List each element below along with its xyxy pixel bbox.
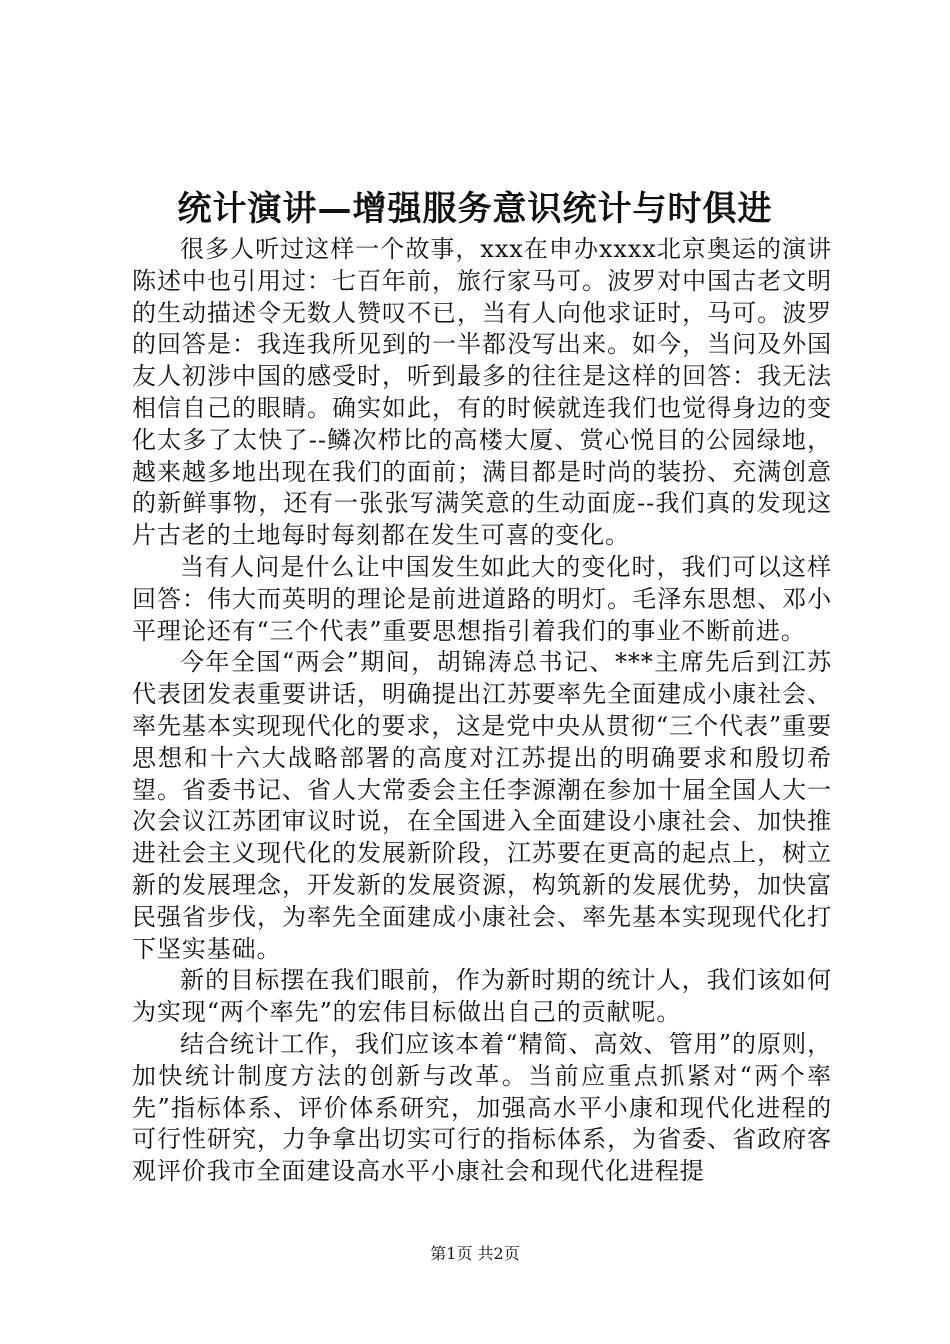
paragraph-3: 今年全国“两会”期间，胡锦涛总书记、***主席先后到江苏代表团发表重要讲话，明确提出江苏要率先全面建成小康社会、率先基本实现现代化的要求，这是党中央从贯彻“三个代表”重要思想和十六大战略部署的高度对江苏提出的明确要求和殷切希望。省委书记、省人大常委会主任李源潮在参加十届全国人大一次会议江苏团审议时说，在全国进入全面建设小康社会、加快推进社会主义现代化的发展新阶段，江苏要在更高的起点上，树立新的发展理念，开发新的发展资源，构筑新的发展优势，加快富民强省步伐，为率先全面建成小康社会、率先基本实现现代化打下坚实基础。	[132, 648, 832, 963]
document-body	[132, 234, 832, 1188]
page-footer: 第1页 共2页	[430, 1244, 520, 1263]
paragraph-1: 很多人听过这样一个故事，xxx在申办xxxx北京奥运的演讲陈述中也引用过：七百年前，旅行家马可。波罗对中国古老文明的生动描述令无数人赞叹不已，当有人向他求证时，马可。波罗的回答是：我连我所见到的一半都没写出来。如今，当问及外国友人初涉中国的感受时，听到最多的往往是这样的回答：我无法相信自己的眼睛。确实如此，有的时候就连我们也觉得身边的变化太多了太快了--鳞次栉比的高楼大厦、赏心悦目的公园绿地，越来越多地出现在我们的面前；满目都是时尚的装扮、充满创意的新鲜事物，还有一张张写满笑意的生动面庞--我们真的发现这片古老的土地每时每刻都在发生可喜的变化。	[132, 235, 832, 550]
paragraph-2: 当有人问是什么让中国发生如此大的变化时，我们可以这样回答：伟大而英明的理论是前进道路的明灯。毛泽东思想、邓小平理论还有“三个代表”重要思想指引着我们的事业不断前进。	[132, 552, 832, 645]
paragraph-5: 结合统计工作，我们应该本着“精简、高效、管用”的原则，加快统计制度方法的创新与改革。当前应重点抓紧对“两个率先”指标体系、评价体系研究，加强高水平小康和现代化进程的可行性研究，力争拿出切实可行的指标体系，为省委、省政府客观评价我市全面建设高水平小康社会和现代化进程提	[132, 1029, 832, 1186]
paragraph-4: 新的目标摆在我们眼前，作为新时期的统计人，我们该如何为实现“两个率先”的宏伟目标做出自己的贡献呢。	[132, 966, 832, 1027]
document-title: 统计演讲—增强服务意识统计与时俱进	[177, 189, 773, 229]
